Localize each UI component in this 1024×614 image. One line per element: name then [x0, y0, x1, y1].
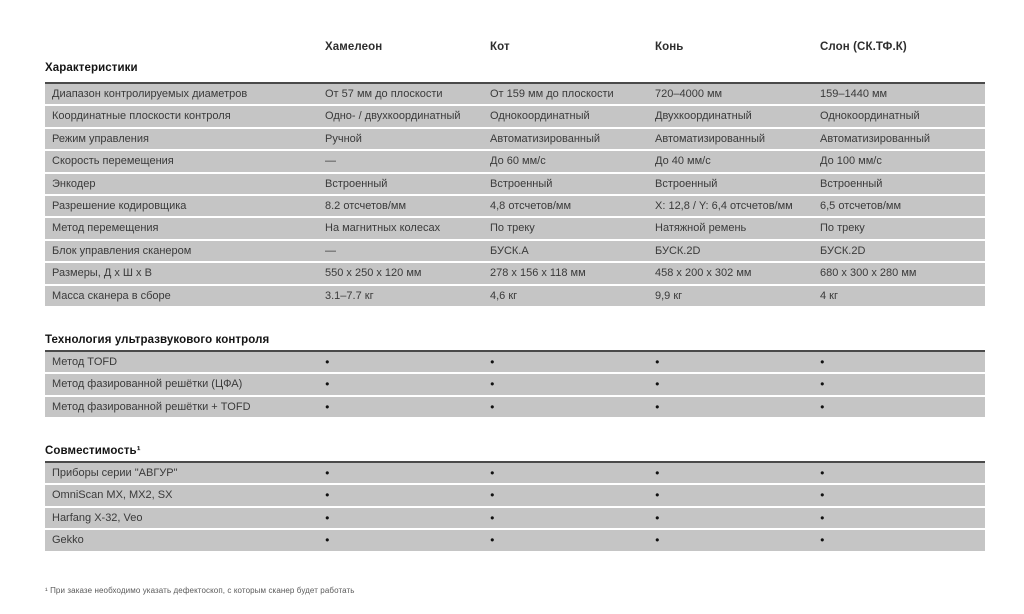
table-row [45, 352, 985, 374]
feature-dot: ● [490, 512, 495, 522]
cell-value: 4,8 отсчетов/мм [490, 199, 572, 212]
row-label: Приборы серии "АВГУР" [52, 467, 178, 480]
table-row [45, 174, 985, 196]
table-row [45, 106, 985, 128]
feature-dot: ● [325, 401, 330, 411]
row-label: Энкодер [52, 177, 96, 190]
cell-value: От 159 мм до плоскости [490, 88, 614, 100]
cell-value: 9,9 кг [655, 289, 683, 302]
feature-dot: ● [655, 512, 660, 522]
feature-dot: ● [820, 356, 825, 366]
cell-value: Встроенный [655, 177, 718, 190]
feature-dot: ● [490, 490, 495, 500]
row-label: Метод TOFD [52, 355, 118, 368]
row-label: Диапазон контролируемых диаметров [52, 88, 248, 100]
cell-value: Двухкоординатный [655, 110, 752, 123]
row-label: Координатные плоскости контроля [52, 110, 231, 123]
table-row [45, 286, 985, 308]
feature-dot: ● [655, 468, 660, 478]
feature-dot: ● [490, 468, 495, 478]
feature-dot: ● [325, 356, 330, 366]
feature-dot: ● [325, 535, 330, 545]
table-row [45, 530, 985, 552]
cell-value: БУСК.А [490, 244, 529, 257]
cell-value: Встроенный [325, 177, 388, 190]
column-header: Конь [655, 41, 684, 53]
table-row [45, 129, 985, 151]
cell-value: Автоматизированный [655, 132, 766, 145]
table-row [45, 463, 985, 485]
row-label: Разрешение кодировщика [52, 199, 187, 212]
table-row [45, 84, 985, 106]
cell-value: Ручной [325, 132, 362, 145]
row-label: Блок управления сканером [52, 244, 192, 257]
table-row [45, 485, 985, 507]
feature-dot: ● [490, 379, 495, 389]
table-row [45, 397, 985, 419]
feature-dot: ● [820, 379, 825, 389]
cell-value: X: 12,8 / Y: 6,4 отсчетов/мм [655, 199, 793, 212]
feature-dot: ● [820, 512, 825, 522]
cell-value: 159–1440 мм [820, 88, 888, 100]
cell-value: 3.1–7.7 кг [325, 289, 374, 302]
cell-value: 680 x 300 x 280 мм [820, 267, 917, 280]
feature-dot: ● [325, 379, 330, 389]
feature-dot: ● [325, 512, 330, 522]
section [45, 445, 985, 553]
row-label: Harfang X-32, Veo [52, 511, 143, 524]
section-table [45, 82, 985, 308]
table-row [45, 263, 985, 285]
cell-value: Одно- / двухкоординатный [325, 110, 461, 123]
section [45, 334, 985, 419]
cell-value: — [325, 155, 336, 168]
section-title: Совместимость¹ [45, 445, 141, 458]
table-row [45, 374, 985, 396]
feature-dot: ● [655, 490, 660, 500]
table-row [45, 508, 985, 530]
cell-value: 4,6 кг [490, 289, 518, 302]
cell-value: Встроенный [820, 177, 883, 190]
cell-value: БУСК.2D [655, 244, 701, 257]
section [45, 62, 985, 308]
feature-dot: ● [820, 401, 825, 411]
row-label: Скорость перемещения [52, 155, 174, 168]
column-header: Слон (СК.ТФ.К) [820, 41, 907, 53]
feature-dot: ● [820, 490, 825, 500]
row-label: Метод фазированной решётки + TOFD [52, 400, 251, 413]
feature-dot: ● [655, 379, 660, 389]
cell-value: 278 x 156 x 118 мм [490, 267, 586, 280]
cell-value: 8.2 отсчетов/мм [325, 199, 407, 212]
section-title: Технология ультразвукового контроля [45, 333, 270, 346]
cell-value: От 57 мм до плоскости [325, 88, 443, 100]
section-table [45, 350, 985, 419]
table-row [45, 241, 985, 263]
section-table [45, 461, 985, 553]
row-label: OmniScan MX, MX2, SX [52, 489, 173, 502]
section-title: Характеристики [45, 62, 138, 74]
row-label: Gekko [52, 534, 84, 547]
cell-value: 720–4000 мм [655, 88, 723, 100]
feature-dot: ● [820, 468, 825, 478]
cell-value: Встроенный [490, 177, 553, 190]
row-label: Метод фазированной решётки (ЦФА) [52, 378, 243, 391]
feature-dot: ● [655, 535, 660, 545]
cell-value: Автоматизированный [490, 132, 601, 145]
cell-value: По треку [820, 222, 865, 235]
row-label: Режим управления [52, 132, 149, 145]
cell-value: До 60 мм/с [490, 155, 546, 168]
feature-dot: ● [325, 468, 330, 478]
feature-dot: ● [325, 490, 330, 500]
feature-dot: ● [490, 535, 495, 545]
feature-dot: ● [655, 401, 660, 411]
feature-dot: ● [490, 356, 495, 366]
feature-dot: ● [490, 401, 495, 411]
column-header: Хамелеон [325, 41, 383, 53]
feature-dot: ● [820, 535, 825, 545]
cell-value: БУСК.2D [820, 244, 866, 257]
table-row [45, 218, 985, 240]
cell-value: На магнитных колесах [325, 222, 441, 235]
cell-value: До 100 мм/с [820, 155, 882, 168]
cell-value: Автоматизированный [820, 132, 931, 145]
table-row [45, 196, 985, 218]
cell-value: Однокоординатный [490, 110, 590, 123]
cell-value: До 40 мм/с [655, 155, 711, 168]
feature-dot: ● [655, 356, 660, 366]
cell-value: Натяжной ремень [655, 222, 747, 235]
row-label: Метод перемещения [52, 222, 159, 235]
cell-value: — [325, 244, 336, 257]
cell-value: 550 x 250 x 120 мм [325, 267, 422, 280]
cell-value: Однокоординатный [820, 110, 920, 123]
column-header: Кот [490, 41, 510, 53]
sections [45, 0, 985, 553]
table-row [45, 151, 985, 173]
footnote: ¹ При заказе необходимо указать дефектоскоп, с которым сканер будет работать [45, 586, 355, 595]
cell-value: 6,5 отсчетов/мм [820, 199, 902, 212]
row-label: Масса сканера в сборе [52, 289, 171, 302]
row-label: Размеры, Д х Ш х В [52, 267, 152, 280]
cell-value: 458 x 200 x 302 мм [655, 267, 752, 280]
cell-value: 4 кг [820, 289, 838, 302]
cell-value: По треку [490, 222, 535, 235]
